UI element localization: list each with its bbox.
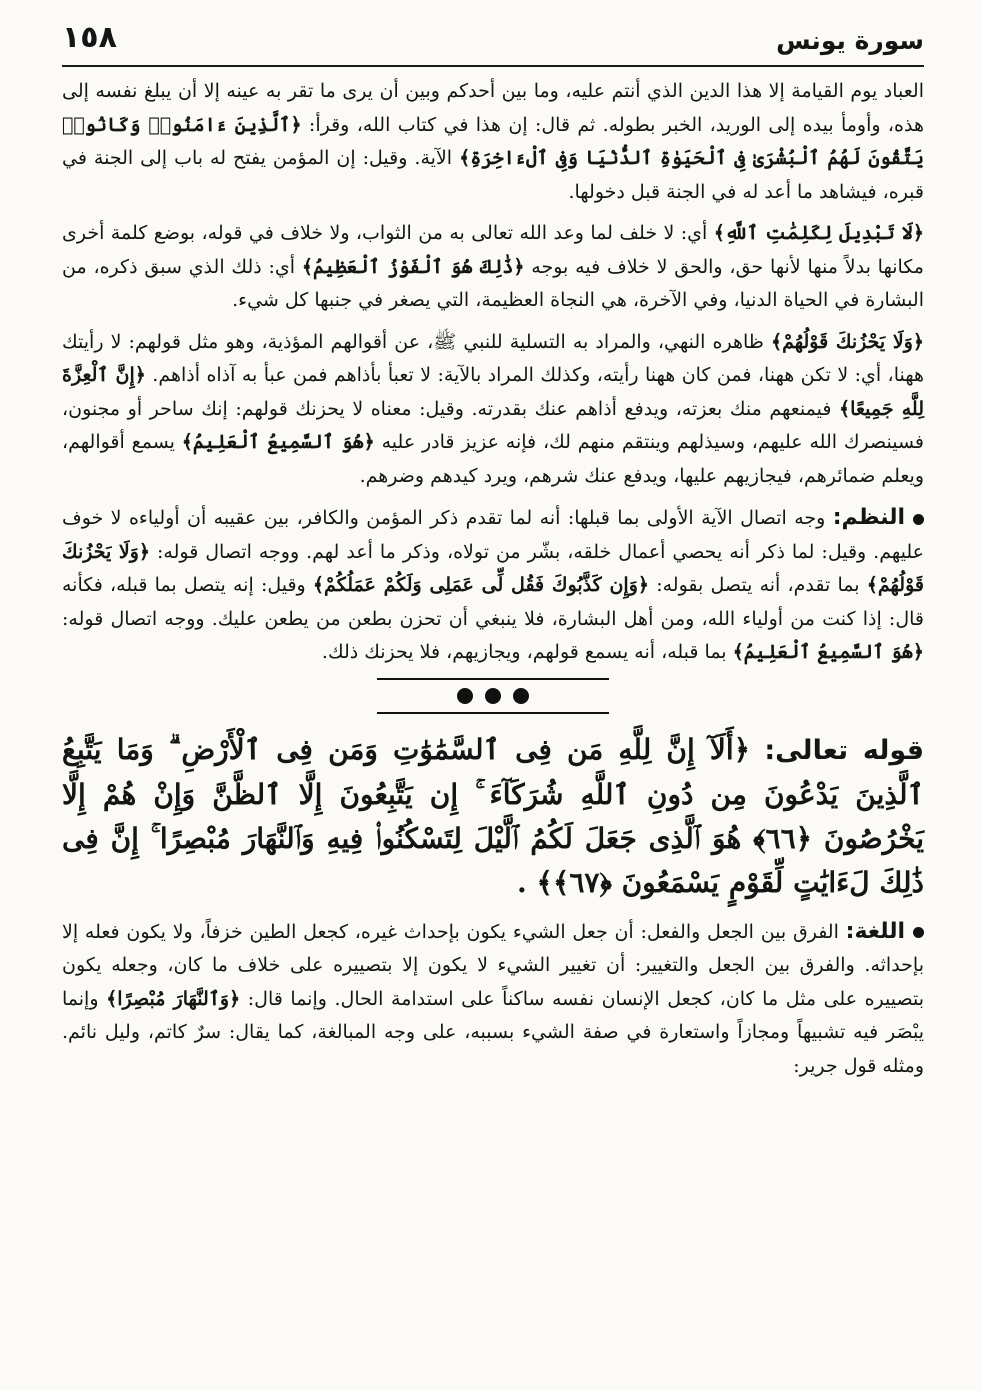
text: وقيل: إنه يتصل بما قبله، فكأنه قال: إذا كنت من أولياء الله، ومن أهل البشارة، فلا ينبغي أن تحزن بطعن من يطعن عليك. ووجه اتصال قوله: [62,574,924,630]
surah-title: سورة يونس [776,26,924,55]
text: العباد يوم القيامة إلا هذا الدين الذي أنتم عليه، وما بين أحدكم وبين أن يرى ما تقر به عينه إلا أن يبلغ نفسه إلى هذه، وأومأ بيده إلى الوريد، الخبر بطوله. ثم قال: إن هذا في كتاب الله، وقرأ: [62,80,924,136]
paragraph-lugha [62,915,924,1084]
text: أي: لا خلف لما وعد الله تعالى به من الثواب، ولا خلاف في قوله، بوضع كلمة أخرى مكانها بدلاً منها لأنها حق، والحق لا خلاف فيه بوجه [62,222,924,278]
quran-quote: ﴿هُوَ ٱلسَّمِيعُ ٱلْعَلِيمُ﴾ [732,641,924,663]
verse-heading: قوله تعالى: [764,734,924,766]
quran-quote: ﴿ٱلَّذِينَ ءَامَنُوا۟ وَكَانُوا۟ يَتَّقُونَ لَهُمُ ٱلْبُشْرَىٰ فِى ٱلْحَيَوٰةِ ٱلدُّنْيَا وَفِى ٱلْءَاخِرَةِ﴾ [62,113,924,169]
bullet-icon [913,927,924,938]
paragraph-1 [62,75,924,209]
quran-quote: ﴿لَا تَبْدِيلَ لِكَلِمَٰتِ ٱللَّهِ﴾ [713,222,925,244]
quran-quote: ﴿وَلَا يَحْزُنكَ قَوْلُهُمْ﴾ [770,330,925,353]
paragraph-3 [62,326,924,494]
quran-verses: ﴿أَلَآ إِنَّ لِلَّهِ مَن فِى ٱلسَّمَٰوَٰتِ وَمَن فِى ٱلْأَرْضِ ۗ وَمَا يَتَّبِعُ ٱلَّذِينَ يَدْعُونَ مِن دُونِ ٱللَّهِ شُرَكَآءَ ۚ إِن يَتَّبِعُونَ إِلَّا ٱلظَّنَّ وَإِنْ هُمْ إِلَّا يَخْرُصُونَ ﴿٦٦﴾ هُوَ ٱلَّذِى جَعَلَ لَكُمُ ٱلَّيْلَ لِتَسْكُنُوا۟ فِيهِ وَٱلنَّهَارَ مُبْصِرًا ۚ إِنَّ فِى ذَٰلِكَ لَءَايَٰتٍ لِّقَوْمٍ يَسْمَعُونَ ﴿٦٧﴾﴾ . [62,732,924,899]
text: فيمنعهم منك بعزته، ويدفع أذاهم عنك بقدرته. وقيل: معناه لا يحزنك قولهم: إنك ساحر أو مجنون، فسينصرك الله عليهم، وسيذلهم وينتقم منهم لك، فإنه عزيز قادر عليه [62,397,924,453]
text: بما تقدم، أنه يتصل بقوله: [649,574,867,596]
paragraph-2 [62,217,924,318]
section-separator [62,678,924,714]
text: وإنما يبْصَر فيه تشبيهاً ومجازاً واستعارة في صفة الشيء بسببه، على وجه المبالغة، كما يقال: سرٌ كاتم، وليل نائم. ومثله قول جرير: [62,987,924,1077]
text: يسمع أقوالهم، ويعلم ضمائرهم، فيجازيهم عليها، ويدفع عنك شرهم، ويرد كيدهم وضرهم. [62,431,924,487]
quran-quote: ﴿ذَٰلِكَ هُوَ ٱلْفَوْزُ ٱلْعَظِيمُ﴾ [301,255,525,278]
quran-quote: ﴿وَلَا يَحْزُنكَ قَوْلُهُمْ﴾ [62,540,924,596]
text: وجه اتصال الآية الأولى بما قبلها: أنه لما تقدم ذكر المؤمن والكافر، بين عقيبه أن أولياءه لا خوف عليهم. وقيل: لما ذكر أنه يحصي أعمال خلقه، بشّر من تولاه، وذكر ما أعد لهم. ووجه اتصال قوله: [62,507,924,563]
separator-line [377,712,609,714]
text: الآية. وقيل: إن المؤمن يفتح له باب إلى الجنة في قبره، فيشاهد ما أعد له في الجنة قبل دخولها. [62,147,924,203]
text: بما قبله، أنه يسمع قولهم، ويجازيهم، فلا يحزنك ذلك. [321,641,733,663]
text: الفرق بين الجعل والفعل: أن جعل الشيء يكون بإحداث غيره، كجعل الطين خزفاً، ولا يكون فعله إلا بإحداثه. والفرق بين الجعل والتغيير: أن تغيير الشيء لا يكون إلا بتصييره على خلاف ما كان، وجعله يكون بتصييره على مثل ما كان، كجعل الإنسان نفسه ساكناً على استدامة الحال. وإنما قال: [62,920,924,1010]
page-number: ١٥٨ [62,20,117,55]
paragraph-nazm [62,501,924,670]
quran-verse-block [62,728,924,905]
quran-quote: ﴿هُوَ ٱلسَّمِيعُ ٱلْعَلِيمُ﴾ [181,431,375,453]
quran-quote: ﴿وَٱلنَّهَارَ مُبْصِرًا﴾ [106,987,241,1010]
quran-quote: ﴿إِنَّ ٱلْعِزَّةَ لِلَّهِ جَمِيعًا﴾ [62,364,924,420]
bullet-icon [913,514,924,525]
three-dots-icon [62,680,924,712]
text: أي: ذلك الذي سبق ذكره، من البشارة في الحياة الدنيا، وفي الآخرة، هي النجاة العظيمة، التي يصغر في جنبها كل شيء. [62,255,924,311]
section-heading: النظم: [832,505,905,530]
text: ظاهره النهي، والمراد به التسلية للنبي ﷺ، عن أقوالهم المؤذية، وهو مثل قولهم: لا رأيتك ههنا، أي: لا تكن ههنا، فمن كان ههنا رأيته، وكذلك المراد بالآية: لا تعبأ بأذاهم فمن عبأ به آذاه أذاهم. [62,330,924,386]
page-header [62,20,924,67]
section-heading: اللغة: [845,918,905,944]
quran-quote: ﴿وَإِن كَذَّبُوكَ فَقُل لِّى عَمَلِى وَلَكُمْ عَمَلُكُمْ﴾ [312,574,650,596]
